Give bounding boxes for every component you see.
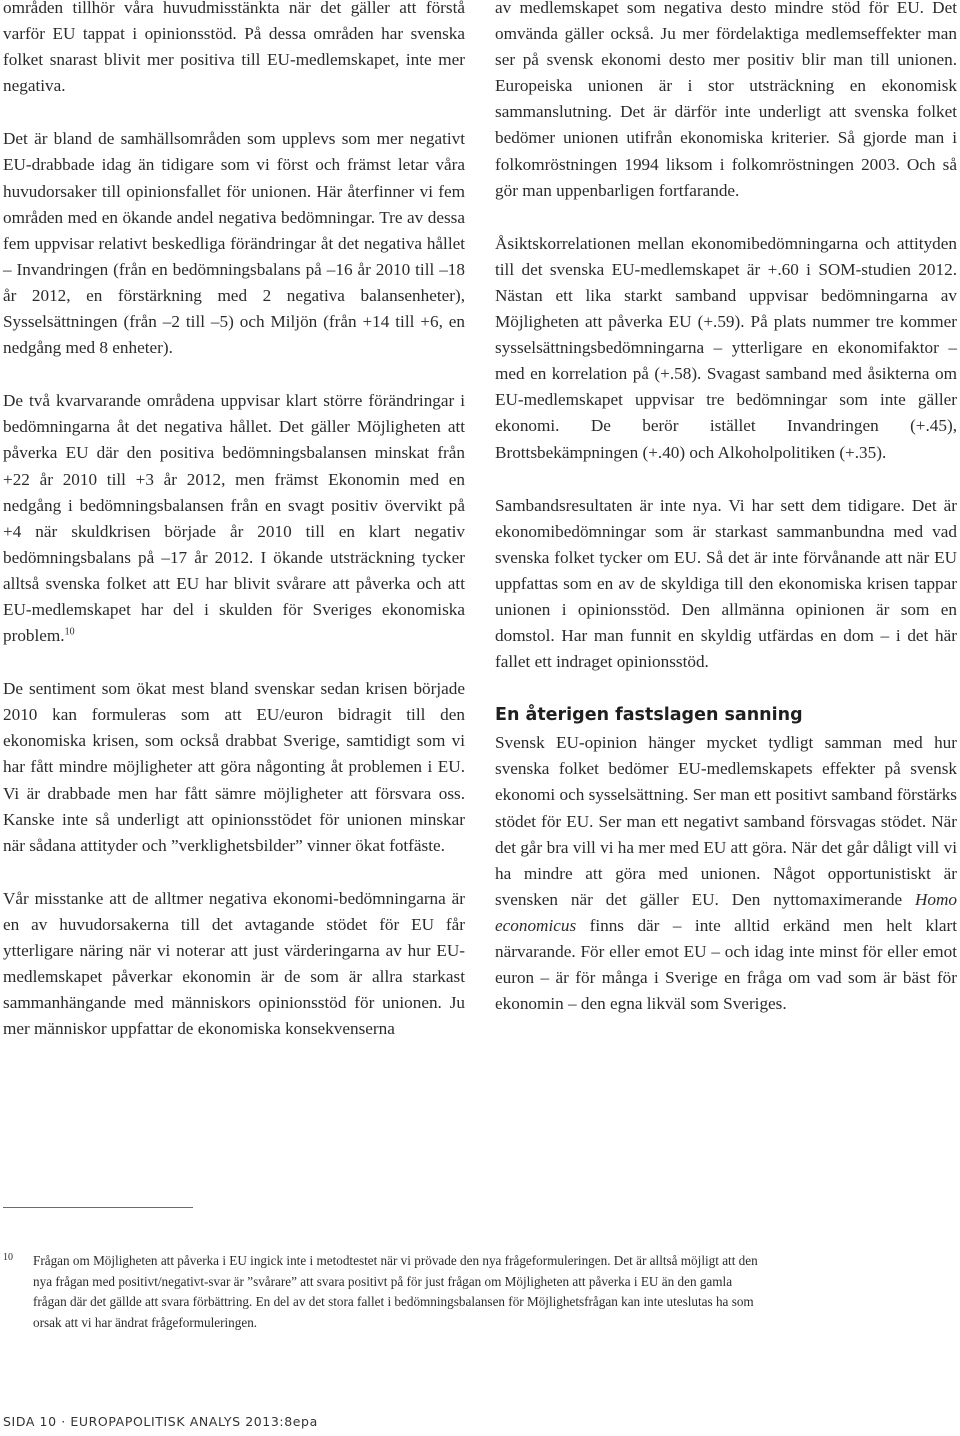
page-footer: SIDA 10 · EUROPAPOLITISK ANALYS 2013:8epa [3,1414,318,1429]
paragraph [495,730,957,1017]
paragraph: av medlemskapet som negativa desto mindre stöd för EU. Det omvända gäller också. Ju mer fördelaktiga medlemseffekter man ser på svensk ekonomi desto mer positiv blir man till unionen. Europeiska unionen är i stor utsträckning en ekonomisk sammanslutning. Det är därför inte underligt att svenska folket bedömer unionen utifrån ekonomiska kriterier. Så gjorde man i folkomröstningen 1994 liksom i folkomröstningen 2003. Och så gör man uppenbarligen fortfarande. [495,0,957,200]
footnote-number: 10 [3,1252,13,1263]
paragraph: områden tillhör våra huvudmisstänkta när det gäller att förstå varför EU tappat i opinionsstöd. På dessa områden har svenska folket snarast blivit mer positiva till EU-medlemskapet, inte mer negativa. [3,0,465,96]
paragraph-text: Svensk EU-opinion hänger mycket tydligt samman med hur svenska folket bedömer EU-medlemskapets effekter på svensk ekonomi och sysselsättning. Ser man ett positivt samband förstärks stödet för EU. Ser man ett negativt samband försvagas stödet. När det går bra vill vi ha mer med EU att göra. När det går dåligt vill vi ha mindre att göra med unionen. Något opportunistiskt är svensken när det gäller EU. Den nyttomaximerande [495,733,957,909]
paragraph-text: finns där – inte alltid erkänd men helt klart närvarande. För eller emot EU – och idag inte minst för eller emot euron – är för många i Sverige en fråga om vad som är bäst för ekonomin – den egna likväl som Sveriges. [495,915,957,1014]
paragraph: Det är bland de samhällsområden som upplevs som mer negativt EU-drabbade idag än tidigare som vi först och främst letar våra huvudorsaker till opinionsfallet för unionen. Här återfinner vi fem områden med en ökande andel negativa bedömningar. Tre av dessa fem uppvisar relativt beskedliga förändringar åt det negativa hållet – Invandringen (från en bedömningsbalans på –16 år 2010 till –18 år 2012, en förstärkning med 2 negativa balansenheter), Sysselsättningen (från –2 till –5) och Miljön (från +14 till +6, en nedgång med 8 enheter). [3,129,465,358]
left-column [3,0,465,1042]
section-heading: En återigen fastslagen sanning [495,705,803,726]
italic-term: Homo economicus [495,889,957,935]
footnote-ref[interactable]: 10 [64,626,75,638]
footnote [3,1251,763,1333]
paragraph-text: De två kvarvarande områdena uppvisar klart större förändringar i bedömningarna åt det negativa hållet. Det gäller Möjligheten att påverka EU där den positiva bedömningsbalansen minskat från +22 år 2010 till +3 år 2012, men främst Ekonomin med en nedgång i bedömningsbalansen från en svagt positiv övervikt på +4 när skuldkrisen började år 2010 till en klart negativ bedömningsbalans på –17 år 2012. I ökande utsträckning tycker alltså svenska folket att EU har blivit svårare att påverka och att EU-medlemskapet har del i skulden för Sveriges ekonomiska problem. [3,391,465,646]
paragraph: De sentiment som ökat mest bland svenskar sedan krisen började 2010 kan formuleras som att EU/euron bidragit till den ekonomiska krisen, som också drabbat Sverige, samtidigt som vi har fått mindre möjligheter att göra någonting åt problemen i EU. Vi är drabbade men har fått sämre möjligheter att försvara oss. Kanske inte så underligt att opinionsstödet för unionen minskar när sådana attityder och ”verklighetsbilder” vinner ökat fotfäste. [3,679,465,855]
paragraph [3,388,465,649]
footnote-text: Frågan om Möjligheten att påverka i EU ingick inte i metodtestet när vi prövade den nya frågeformuleringen. Det är alltså möjligt att den nya frågan med positivt/negativt-svar är ”svårare” att svara positivt på för just frågan om Möjligheten att påverka i EU än den gamla frågan där det gällde att svara förbättring. En del av det stora fallet i bedömningsbalansen för Möjlighetsfrågan kan inte uteslutas ha som orsak att vi har ändrat frågeformuleringen. [33,1253,758,1330]
paragraph: Sambandsresultaten är inte nya. Vi har sett dem tidigare. Det är ekonomibedömningar som är starkast sammanbundna med vad svenska folket tycker om EU. Så det är inte förvånande att när EU uppfattas som en av de skyldiga till den ekonomiska krisen tappar unionen i opinionsstöd. Den allmänna opinionen är som en domstol. Har man funnit en skyldig utfärdas en dom – i det här fallet ett indraget opinionsstöd. [495,495,957,672]
paragraph: Åsiktskorrelationen mellan ekonomibedömningarna och attityden till det svenska EU-medlemskapet är +.60 i SOM-studien 2012. Nästan ett lika starkt samband uppvisar bedömningarna av Möjligheten att påverka EU (+.59). På plats nummer tre kommer sysselsättningsbedömningarna – ytterligare en ekonomifaktor – med en korrelation på (+.58). Svagast samband med åsikterna om EU-medlemskapet uppvisar tre bedömningar som inte gäller ekonomi. De berör istället Invandringen (+.45), Brottsbekämpningen (+.40) och Alkoholpolitiken (+.35). [495,233,957,462]
paragraph: Vår misstanke att de alltmer negativa ekonomi-bedömningarna är en av huvudorsakerna till det avtagande stödet för EU får ytterligare näring när vi noterar att just värderingarna av hur EU-medlemskapet påverkar ekonomin är de som är allra starkast sammanhängande med människors opinionsstöd för unionen. Ju mer människor uppfattar de ekonomiska konsekvenserna [3,888,465,1039]
right-column [495,0,957,1017]
footnote-divider [3,1207,193,1208]
